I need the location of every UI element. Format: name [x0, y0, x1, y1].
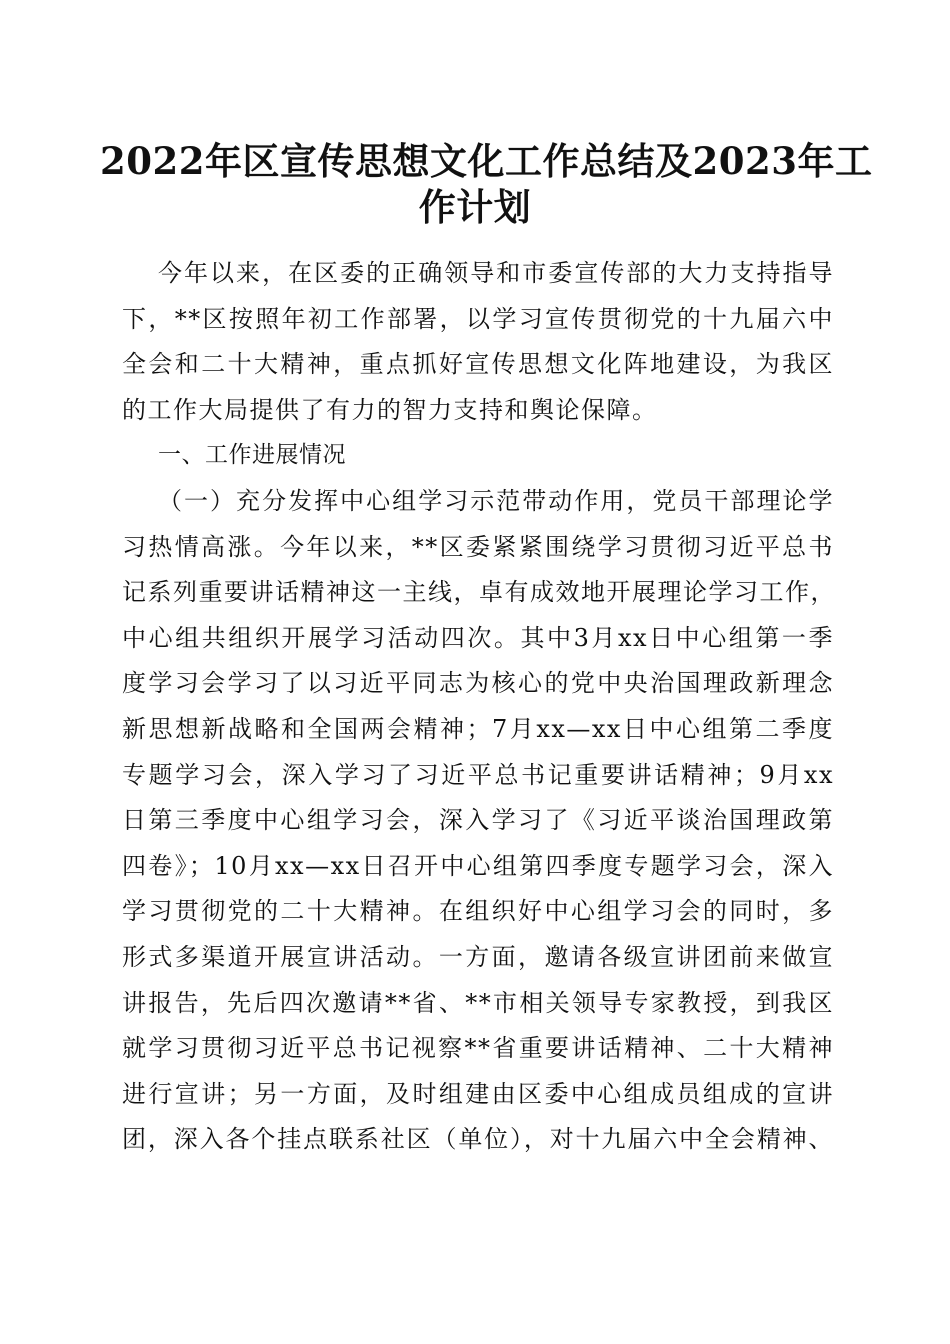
section-1-1-line-10: 形式多渠道开展宣讲活动。一方面，邀请各级宣讲团前来做宣: [122, 942, 834, 971]
paragraph-text: 今年以来，**区委紧紧围绕学习贯彻习近平总书: [280, 532, 834, 561]
section-1-1-line-1: [122, 525, 834, 571]
intro-line-1: 今年以来，在区委的正确领导和市委宣传部的大力支持指导: [158, 259, 834, 287]
document-body: [122, 251, 834, 1163]
title-line-2: 作计划: [418, 185, 532, 229]
section-1-1-line-13: 进行宣讲；另一方面，及时组建由区委中心组成员组成的宣讲: [122, 1079, 834, 1108]
section-1-1-paragraph: [122, 479, 834, 1163]
section-1-1-line-2: 记系列重要讲话精神这一主线，卓有成效地开展理论学习工作，: [122, 578, 836, 607]
subsection-heading-part1: （一）充分发挥中心组学习示范带动作用，党员干部理论学: [158, 486, 834, 515]
section-1-1-line-7: 日第三季度中心组学习会，深入学习了《习近平谈治国理政第: [122, 806, 834, 835]
section-1-1-line-11: 讲报告，先后四次邀请**省、**市相关领导专家教授，到我区: [122, 988, 834, 1017]
section-heading-1: 一、工作进展情况: [158, 442, 346, 469]
section-1-1-line-8: 四卷》；10月xx—xx日召开中心组第四季度专题学习会，深入: [122, 851, 834, 880]
section-1-1-line-14: 团，深入各个挂点联系社区（单位），对十九届六中全会精神、: [122, 1125, 834, 1154]
intro-line-4: 的工作大局提供了有力的智力支持和舆论保障。: [122, 395, 658, 424]
intro-paragraph: [122, 251, 834, 433]
document-title: [100, 138, 873, 230]
intro-line-3: 全会和二十大精神，重点抓好宣传思想文化阵地建设，为我区: [122, 350, 834, 379]
section-1-1-line-5: 新思想新战略和全国两会精神；7月xx—xx日中心组第二季度: [122, 714, 834, 743]
section-1-1-line-6: 专题学习会，深入学习了习近平总书记重要讲话精神；9月xx: [122, 760, 834, 789]
title-line-1: 2022年区宣传思想文化工作总结及2023年工: [100, 139, 873, 183]
section-1-1-line-9: 学习贯彻党的二十大精神。在组织好中心组学习会的同时，多: [122, 897, 834, 926]
section-1-1-line-3: 中心组共组织开展学习活动四次。其中3月xx日中心组第一季: [122, 623, 834, 652]
section-1-1-line-12: 就学习贯彻习近平总书记视察**省重要讲话精神、二十大精神: [122, 1034, 834, 1063]
section-1-1-line-4: 度学习会学习了以习近平同志为核心的党中央治国理政新理念: [122, 669, 834, 698]
intro-line-2: 下，**区按照年初工作部署，以学习宣传贯彻党的十九届六中: [122, 304, 834, 333]
subsection-heading-part2: 习热情高涨。: [122, 532, 281, 561]
